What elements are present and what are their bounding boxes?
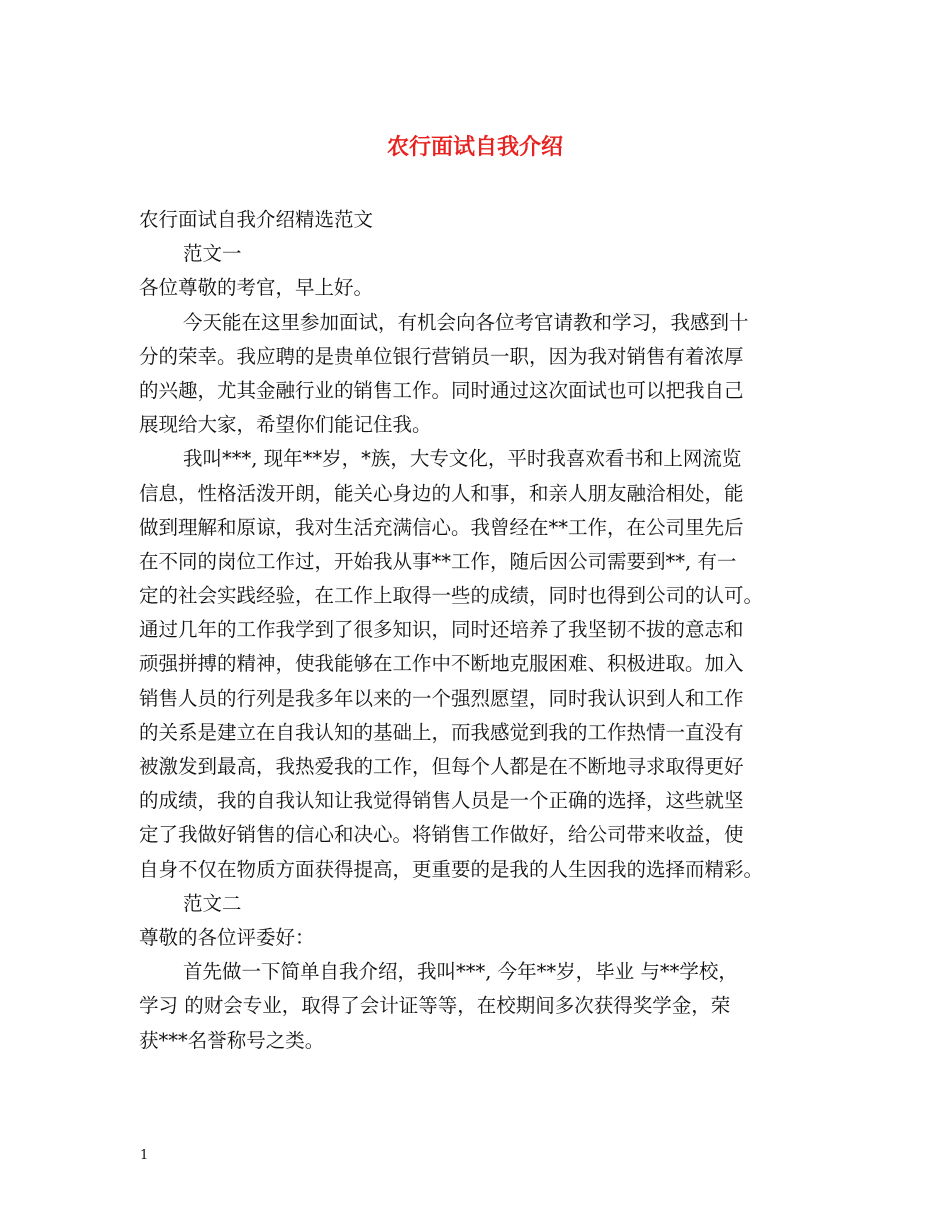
text-line: 被激发到最高，我热爱我的工作，但每个人都是在不断地寻求取得更好 — [139, 755, 744, 778]
text-line: 销售人员的行列是我多年以来的一个强烈愿望，同时我认识到人和工作 — [139, 686, 744, 710]
text-line: 在不同的岗位工作过，开始我从事**工作，随后因公司需要到**, 有一 — [139, 549, 737, 573]
text-line: 范文二 — [183, 891, 242, 915]
text-line: 尊敬的各位评委好： — [139, 925, 315, 949]
text-line: 各位尊敬的考官，早上好。 — [139, 276, 374, 300]
document-body — [139, 203, 839, 1058]
text-line: 信息，性格活泼开朗，能关心身边的人和事，和亲人朋友融洽相处，能 — [139, 481, 744, 505]
text-line: 我叫***, 现年**岁，*族，大专文化，平时我喜欢看书和上网流览 — [183, 447, 742, 471]
text-line: 定的社会实践经验，在工作上取得一些的成绩，同时也得到公司的认可。 — [139, 584, 764, 608]
text-line: 做到理解和原谅，我对生活充满信心。我曾经在**工作，在公司里先后 — [139, 515, 744, 539]
text-line: 今天能在这里参加面试，有机会向各位考官请教和学习，我感到十 — [183, 310, 749, 334]
text-line: 通过几年的工作我学到了很多知识，同时还培养了我坚韧不拔的意志和 — [139, 618, 744, 642]
text-line: 自身不仅在物质方面获得提高，更重要的是我的人生因我的选择而精彩。 — [139, 857, 764, 881]
document-title: 农行面试自我介绍 — [386, 134, 563, 160]
text-line: 展现给大家，希望你们能记住我。 — [139, 413, 432, 437]
text-line: 获***名誉称号之类。 — [139, 1028, 325, 1052]
text-line: 首先做一下简单自我介绍，我叫***, 今年**岁，毕业 与**学校， — [183, 960, 738, 984]
text-line: 的关系是建立在自我认知的基础上，而我感觉到我的工作热情一直没有 — [139, 720, 744, 744]
text-line: 分的荣幸。我应聘的是贵单位银行营销员一职，因为我对销售有着浓厚 — [139, 344, 744, 368]
page-number: 1 — [140, 1148, 149, 1163]
text-line: 农行面试自我介绍精选范文 — [139, 208, 374, 231]
text-line: 范文一 — [183, 242, 242, 266]
text-line: 定了我做好销售的信心和决心。将销售工作做好，给公司带来收益，使 — [139, 823, 744, 847]
text-line: 顽强拼搏的精神，使我能够在工作中不断地克服困难、积极进取。加入 — [139, 652, 744, 676]
text-line: 的成绩，我的自我认知让我觉得销售人员是一个正确的选择，这些就坚 — [139, 789, 744, 813]
text-line: 的兴趣，尤其金融行业的销售工作。同时通过这次面试也可以把我自己 — [139, 378, 744, 402]
text-line: 学习 的财会专业，取得了会计证等等，在校期间多次获得奖学金，荣 — [139, 994, 731, 1018]
